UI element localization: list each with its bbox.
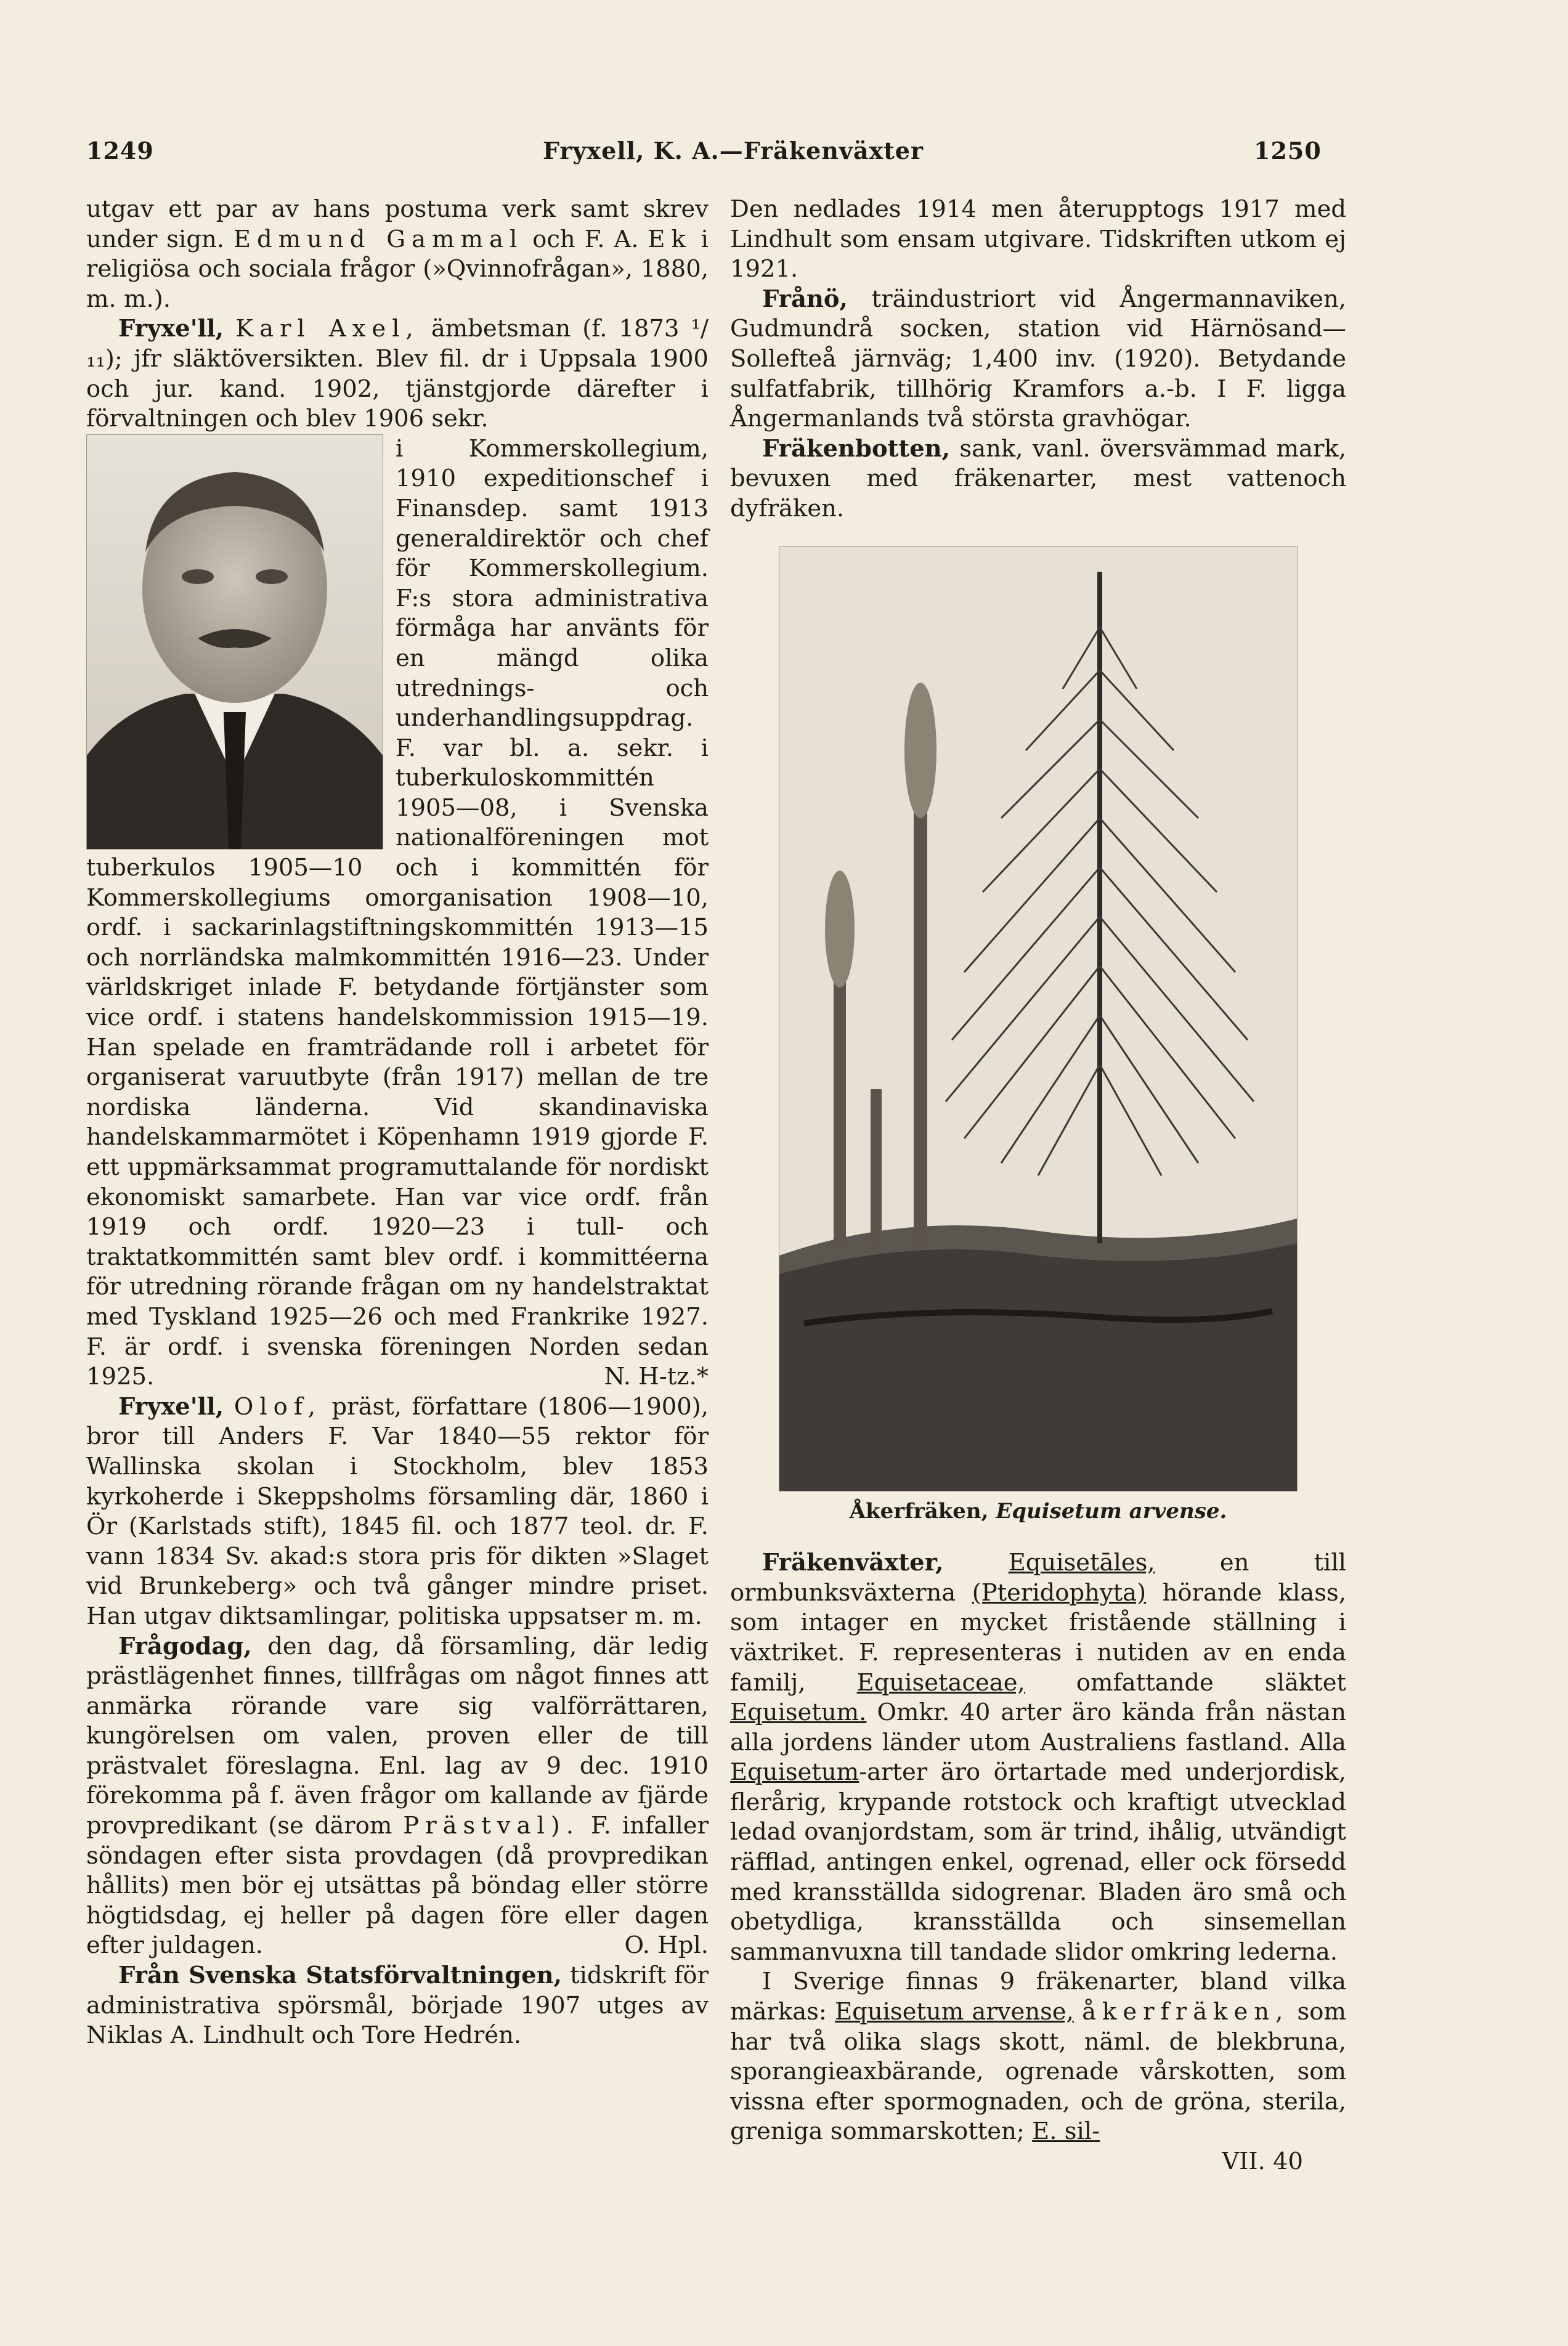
continued-paragraph: Den nedlades 1914 men återupptogs 1917 med Lindhult som ensam utgivare. Tidskriften utkom ej 1921. (730, 195, 1346, 283)
entry-headword: Frånö, (762, 285, 848, 313)
volume-signature: VII. 40 (1222, 2148, 1303, 2175)
entry-headword: Fräkenväxter, (762, 1549, 944, 1577)
entry-fryxell-karl-axel: Fryxe'll, Karl Axel, ämbetsman (f. 1873 ¹/₁₁); jfr släktöversikten. Blev fil. dr i Uppsala 1900 och jur. kand. 1902, tjänstgjorde därefter i förvaltningen och blev 1906 sekr. (86, 315, 709, 433)
entry-headword: Från Svenska Statsförvaltningen, (118, 1962, 563, 1990)
signature: N. H-tz.* (604, 1363, 709, 1391)
entry-headword: Fräkenbotten, (762, 434, 951, 463)
entry-headword: Fryxe'll, (118, 1392, 224, 1421)
running-header: Fryxell, K. A.—Fräkenväxter (543, 137, 924, 164)
entry-frakenbotten: Fräkenbotten, sank, vanl. översvämmad mark, bevuxen med fräkenarter, mest vattenoch dyfräken. (730, 434, 1346, 522)
illustration-caption: Åkerfräken, Equisetum arvense. (849, 1498, 1227, 1524)
continued-paragraph: utgav ett par av hans postuma verk samt skrev under sign. Edmund Gammal och F. A. Ek i religiösa och sociala frågor (»Qvinnofrågan», 1880, m. m.). (86, 195, 709, 313)
left-column (86, 195, 709, 2051)
signature: O. Hpl. (624, 1931, 709, 1960)
portrait-photo (86, 434, 383, 850)
horsetail-illustration (779, 546, 1298, 1492)
entry-fran-svenska-statsforvaltningen: Från Svenska Statsförvaltningen, tidskrift för administrativa spörsmål, började 1907 utges av Niklas A. Lindhult och Tore Hedrén. (86, 1962, 709, 2050)
page-number-left: 1249 (86, 137, 154, 164)
entry-fragodag: Frågodag, den dag, då församling, där ledig prästlägenhet finnes, tillfrågas om något finnes att anmärka rörande vare sig valförrättaren, kungörelsen om valen, proven eller de till prästvalet föreslagna. Enl. lag av 9 dec. 1910 förekomma på f. även frågor om kallande av fjärde provpredikant (se därom Prästval). F. infaller söndagen efter sista provdagen (då provpredikan hållits) men bör ej utsättas på böndag eller större högtidsdag, ej heller på dagen före eller dagen efter juldagen. O. Hpl. (86, 1632, 709, 1962)
entry-headword: Frågodag, (118, 1632, 252, 1660)
entry-headword: Fryxe'll, (118, 315, 224, 343)
entry-frano: Frånö, träindustriort vid Ångermannaviken, Gudmundrå socken, station vid Härnösand—Sollefteå järnväg; 1,400 inv. (1920). Betydande sulfatfabrik, tillhörig Kramfors a.-b. I F. ligga Ångermanlands två största gravhögar. (730, 285, 1346, 433)
entry-frakenvaxter: Fräkenväxter, Equisetāles, en till ormbunksväxterna (Pteridophyta) hörande klass, som intager en mycket fristående ställning i växtriket. F. representeras i nutiden av en enda familj, Equisetaceae, omfattande släktet Equisetum. Omkr. 40 arter äro kända från nästan alla jordens länder utom Australiens fastland. Alla Equisetum-arter äro örtartade med underjordisk, flerårig, krypande rotstock och kraftigt utvecklad ledad ovanjordstam, som är trind, ihålig, utvändigt räfflad, antingen enkel, ogrenad, eller ock försedd med kransställda sidogrenar. Bladen äro små och obetydliga, kransställda och sinsemellan sammanvuxna till tandade slidor omkring lederna. (730, 1549, 1346, 1966)
entry-fryxell-karl-axel-cont: i Kommerskollegium, 1910 expeditionschef i Finansdep. samt 1913 generaldirektör och chef för Kommerskollegium. F:s stora administrativa förmåga har använts för en mängd olika utrednings- och underhandlingsuppdrag. F. var bl. a. sekr. i tuberkuloskommittén 1905—08, i Svenska nationalföreningen mot tuberkulos 1905—10 och i kommittén för Kommerskollegiums omorganisation 1908—10, ordf. i sackarinlagstiftningskommittén 1913—15 och norrländska malmkommittén 1916—23. Under världskriget inlade F. betydande förtjänster som vice ordf. i statens handelskommission 1915—19. Han spelade en framträdande roll i arbetet för organiserat varuutbyte (från 1917) mellan de tre nordiska länderna. Vid skandinaviska handelskammarmötet i Köpenhamn 1919 gjorde F. ett uppmärksammat programuttalande för nordiskt ekonomiskt samarbete. Han var vice ordf. från 1919 och ordf. 1920—23 i tull- och traktatkommittén samt blev ordf. i kommittéerna för utredning rörande frågan om ny handelstraktat med Tyskland 1925—26 och med Frankrike 1927. F. är ordf. i svenska föreningen Norden sedan 1925. N. H-tz.* (86, 434, 709, 1392)
page-number-right: 1250 (1254, 137, 1322, 164)
paragraph-swedish-species: I Sverige finnas 9 fräkenarter, bland vilka märkas: Equisetum arvense, åkerfräken, som har två olika slags skott, näml. de blekbruna, sporangieaxbärande, ogrenade vårskotten, som vissna efter spormognaden, och de gröna, sterila, greniga sommarskotten; E. sil- (730, 1968, 1346, 2146)
entry-fryxell-olof: Fryxe'll, Olof, präst, författare (1806—1900), bror till Anders F. Var 1840—55 rektor för Wallinska skolan i Stockholm, blev 1853 kyrkoherde i Skeppsholms församling där, 1860 i Ör (Karlstads stift), 1845 fil. och 1877 teol. dr. F. vann 1834 Sv. akad:s stora pris för dikten »Slaget vid Brunkeberg» och två gånger mindre priset. Han utgav diktsamlingar, politiska uppsatser m. m. (86, 1392, 709, 1630)
right-column (730, 195, 1346, 2177)
